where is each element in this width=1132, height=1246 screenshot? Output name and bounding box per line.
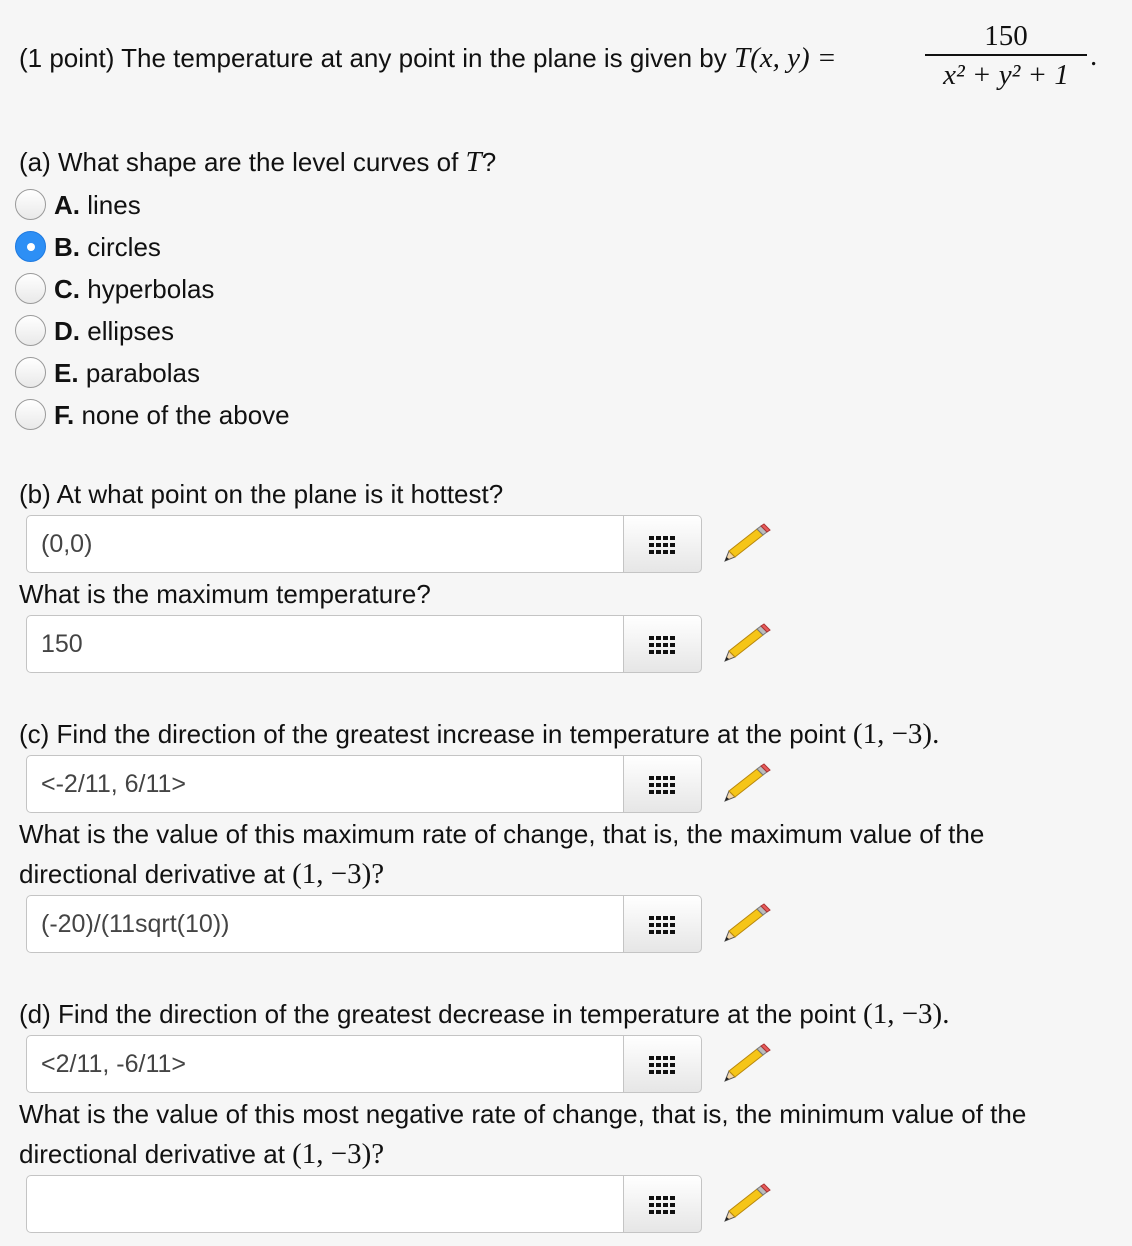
answer-input-d1[interactable]: [26, 1035, 624, 1093]
part-c-followup-line2: directional derivative at (1, −3)?: [19, 858, 385, 890]
part-d-followup-line1: What is the value of this most negative rate of change, that is, the minimum value of the: [19, 1099, 1027, 1129]
answer-row-c1: [26, 755, 776, 813]
option-b-radio[interactable]: [15, 231, 46, 262]
equation-editor-button-b1[interactable]: [624, 515, 702, 573]
answer-row-b2: [26, 615, 776, 673]
answer-row-d1: [26, 1035, 776, 1093]
part-b-question: (b) At what point on the plane is it hottest?: [19, 479, 504, 509]
part-c-followup-line1: What is the value of this maximum rate of change, that is, the maximum value of the: [19, 819, 985, 849]
part-d-followup-line2: directional derivative at (1, −3)?: [19, 1138, 385, 1170]
equation-editor-icon: [649, 776, 677, 795]
equation-editor-icon: [649, 916, 677, 935]
equation-editor-button-c2[interactable]: [624, 895, 702, 953]
answer-input-c1[interactable]: [26, 755, 624, 813]
option-f-radio[interactable]: [15, 399, 46, 430]
answer-input-b1[interactable]: [26, 515, 624, 573]
answer-row-b1: [26, 515, 776, 573]
equation-editor-icon: [649, 536, 677, 555]
temperature-function: T(x, y) =: [733, 42, 837, 74]
option-c-radio[interactable]: [15, 273, 46, 304]
equation-editor-icon: [649, 636, 677, 655]
answer-input-b2[interactable]: [26, 615, 624, 673]
pencil-icon[interactable]: [721, 1043, 771, 1085]
pencil-icon[interactable]: [721, 903, 771, 945]
equation-editor-button-d1[interactable]: [624, 1035, 702, 1093]
equation-editor-button-b2[interactable]: [624, 615, 702, 673]
fraction-numerator: 150: [984, 20, 1028, 52]
option-d-radio[interactable]: [15, 315, 46, 346]
pencil-icon[interactable]: [721, 623, 771, 665]
option-a-radio[interactable]: [15, 189, 46, 220]
answer-row-c2: [26, 895, 776, 953]
problem-statement: (1 point) The temperature at any point in the plane is given by T(x, y) =: [19, 42, 837, 74]
part-a-question: (a) What shape are the level curves of T?: [19, 146, 497, 178]
answer-row-d2: [26, 1175, 776, 1233]
equation-editor-icon: [649, 1056, 677, 1075]
part-b-followup: What is the maximum temperature?: [19, 579, 431, 609]
option-e-radio[interactable]: [15, 357, 46, 388]
part-c-question: (c) Find the direction of the greatest increase in temperature at the point (1, −3).: [19, 718, 940, 750]
equation-editor-button-c1[interactable]: [624, 755, 702, 813]
temperature-fraction: [925, 18, 1087, 94]
pencil-icon[interactable]: [721, 763, 771, 805]
answer-input-d2[interactable]: [26, 1175, 624, 1233]
pencil-icon[interactable]: [721, 523, 771, 565]
answer-input-c2[interactable]: [26, 895, 624, 953]
equation-editor-button-d2[interactable]: [624, 1175, 702, 1233]
pencil-icon[interactable]: [721, 1183, 771, 1225]
equation-editor-icon: [649, 1196, 677, 1215]
part-d-question: (d) Find the direction of the greatest decrease in temperature at the point (1, −3).: [19, 998, 950, 1030]
fraction-denominator: x² + y² + 1: [943, 59, 1069, 91]
fraction-period: .: [1090, 40, 1098, 72]
